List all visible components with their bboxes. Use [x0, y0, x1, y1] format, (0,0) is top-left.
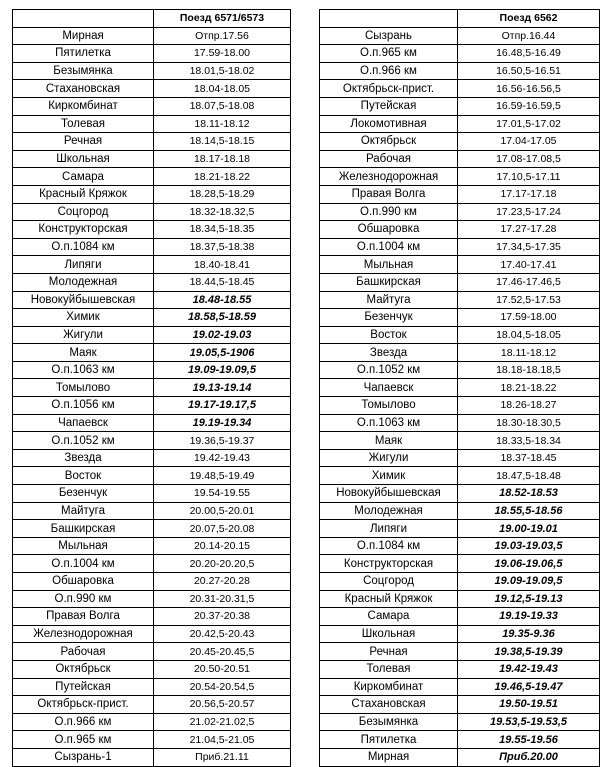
table-row	[13, 748, 291, 766]
stop-time: 19.17-19.17,5	[154, 397, 291, 415]
station-name: Обшаровка	[13, 573, 154, 591]
stop-time: 18.47,5-18.48	[458, 467, 600, 485]
stop-time: 19.09-19.09,5	[154, 361, 291, 379]
station-name: Башкирская	[13, 520, 154, 538]
stop-time: 19.42-19.43	[458, 660, 600, 678]
stop-time: 21.02-21.02,5	[154, 713, 291, 731]
table-row	[320, 678, 600, 696]
stop-time: 19.50-19.51	[458, 696, 600, 714]
stop-time: Приб.21.11	[154, 748, 291, 766]
stop-time: 18.28,5-18.29	[154, 185, 291, 203]
station-name: Химик	[13, 309, 154, 327]
stop-time: 19.19-19.34	[154, 414, 291, 432]
table-row	[320, 168, 600, 186]
table-row	[13, 731, 291, 749]
station-name: Школьная	[13, 150, 154, 168]
stop-time: 20.37-20.38	[154, 608, 291, 626]
table-row	[13, 133, 291, 151]
station-name: Локомотивная	[320, 115, 458, 133]
table-row	[13, 238, 291, 256]
table-row	[13, 291, 291, 309]
table-row	[13, 326, 291, 344]
table-row	[13, 27, 291, 45]
station-name: Новокуйбышевская	[320, 485, 458, 503]
station-name: О.п.1084 км	[13, 238, 154, 256]
table-row	[320, 379, 600, 397]
stop-time: 18.52-18.53	[458, 485, 600, 503]
station-name: Безенчук	[320, 309, 458, 327]
table-row	[320, 573, 600, 591]
table-row	[320, 485, 600, 503]
table-row	[320, 660, 600, 678]
table-row	[320, 62, 600, 80]
table-row	[320, 97, 600, 115]
table-row	[13, 590, 291, 608]
train-header: Поезд 6571/6573	[154, 10, 291, 28]
table-row	[320, 502, 600, 520]
stop-time: 18.44,5-18.45	[154, 273, 291, 291]
stop-time: 18.04,5-18.05	[458, 326, 600, 344]
station-name: Мирная	[13, 27, 154, 45]
station-name: Киркомбинат	[13, 97, 154, 115]
station-name: Рабочая	[320, 150, 458, 168]
stop-time: Отпр.17.56	[154, 27, 291, 45]
table-row	[320, 608, 600, 626]
station-name: Липяги	[13, 256, 154, 274]
table-row	[320, 449, 600, 467]
station-name: Толевая	[13, 115, 154, 133]
table-row	[320, 238, 600, 256]
station-name: О.п.966 км	[320, 62, 458, 80]
table-row	[320, 432, 600, 450]
stop-time: 19.09-19.09,5	[458, 573, 600, 591]
stop-time: 18.17-18.18	[154, 150, 291, 168]
stop-time: 17.59-18.00	[154, 45, 291, 63]
table-row	[13, 150, 291, 168]
station-name: О.п.966 км	[13, 713, 154, 731]
station-name: Чапаевск	[320, 379, 458, 397]
table-row	[13, 344, 291, 362]
station-name: О.п.1052 км	[13, 432, 154, 450]
stop-time: 20.14-20.15	[154, 537, 291, 555]
station-name: Мыльная	[13, 537, 154, 555]
station-name: Мирная	[320, 748, 458, 766]
stop-time: 17.23,5-17.24	[458, 203, 600, 221]
station-header	[320, 10, 458, 28]
station-name: О.п.1084 км	[320, 537, 458, 555]
stop-time: 20.27-20.28	[154, 573, 291, 591]
stop-time: 18.18-18.18,5	[458, 361, 600, 379]
station-name: О.п.965 км	[320, 45, 458, 63]
station-name: Красный Кряжок	[13, 185, 154, 203]
stop-time: 18.21-18.22	[154, 168, 291, 186]
station-name: О.п.1063 км	[320, 414, 458, 432]
station-name: Башкирская	[320, 273, 458, 291]
station-name: Пятилетка	[320, 731, 458, 749]
station-name: Рабочая	[13, 643, 154, 661]
station-name: Безымянка	[13, 62, 154, 80]
stop-time: 20.07,5-20.08	[154, 520, 291, 538]
stop-time: 16.50,5-16.51	[458, 62, 600, 80]
station-name: Красный Кряжок	[320, 590, 458, 608]
stop-time: 17.46-17.46,5	[458, 273, 600, 291]
table-row	[13, 379, 291, 397]
station-name: Октябрьск	[13, 660, 154, 678]
table-row	[320, 45, 600, 63]
station-name: Безенчук	[13, 485, 154, 503]
station-name: О.п.1052 км	[320, 361, 458, 379]
stop-time: 17.04-17.05	[458, 133, 600, 151]
table-row	[320, 256, 600, 274]
table-row	[320, 713, 600, 731]
table-row	[13, 573, 291, 591]
table-row	[13, 713, 291, 731]
table-row	[320, 185, 600, 203]
station-header	[13, 10, 154, 28]
stop-time: 18.32-18.32,5	[154, 203, 291, 221]
stop-time: 18.37,5-18.38	[154, 238, 291, 256]
table-row	[320, 221, 600, 239]
table-row	[320, 361, 600, 379]
stop-time: 19.03-19.03,5	[458, 537, 600, 555]
station-name: Восток	[320, 326, 458, 344]
stop-time: 19.42-19.43	[154, 449, 291, 467]
table-row	[13, 361, 291, 379]
stop-time: 19.00-19.01	[458, 520, 600, 538]
table-row	[13, 309, 291, 327]
table-row	[320, 150, 600, 168]
stop-time: 18.30-18.30,5	[458, 414, 600, 432]
station-name: Майтуга	[320, 291, 458, 309]
table-row	[13, 502, 291, 520]
table-row	[13, 678, 291, 696]
table-row	[320, 555, 600, 573]
table-row	[320, 696, 600, 714]
table-row	[320, 291, 600, 309]
table-row	[13, 625, 291, 643]
table-row	[13, 696, 291, 714]
stop-time: 19.38,5-19.39	[458, 643, 600, 661]
station-name: Соцгород	[13, 203, 154, 221]
station-name: О.п.990 км	[320, 203, 458, 221]
station-name: Новокуйбышевская	[13, 291, 154, 309]
stop-time: 20.54-20.54,5	[154, 678, 291, 696]
station-name: Мыльная	[320, 256, 458, 274]
table-row	[13, 273, 291, 291]
station-name: Химик	[320, 467, 458, 485]
table-row	[13, 414, 291, 432]
table-row	[320, 27, 600, 45]
station-name: Стахановская	[13, 80, 154, 98]
stop-time: 21.04,5-21.05	[154, 731, 291, 749]
stop-time: 18.34,5-18.35	[154, 221, 291, 239]
header-row	[13, 10, 291, 28]
timetable-left-body	[13, 10, 291, 767]
stop-time: 17.59-18.00	[458, 309, 600, 327]
table-row	[13, 520, 291, 538]
stop-time: 17.52,5-17.53	[458, 291, 600, 309]
stop-time: 16.48,5-16.49	[458, 45, 600, 63]
table-row	[13, 555, 291, 573]
station-name: Самара	[320, 608, 458, 626]
table-row	[13, 45, 291, 63]
stop-time: 18.37-18.45	[458, 449, 600, 467]
stop-time: 18.55,5-18.56	[458, 502, 600, 520]
station-name: Самара	[13, 168, 154, 186]
station-name: О.п.1056 км	[13, 397, 154, 415]
stop-time: 17.10,5-17.11	[458, 168, 600, 186]
station-name: Маяк	[13, 344, 154, 362]
table-row	[13, 185, 291, 203]
station-name: Конструкторская	[13, 221, 154, 239]
table-row	[13, 485, 291, 503]
table-row	[320, 625, 600, 643]
station-name: Липяги	[320, 520, 458, 538]
station-name: Чапаевск	[13, 414, 154, 432]
table-row	[320, 273, 600, 291]
table-row	[320, 133, 600, 151]
stop-time: 17.08-17.08,5	[458, 150, 600, 168]
station-name: Речная	[320, 643, 458, 661]
stop-time: Приб.20.00	[458, 748, 600, 766]
station-name: Школьная	[320, 625, 458, 643]
station-name: Обшаровка	[320, 221, 458, 239]
stop-time: 19.02-19.03	[154, 326, 291, 344]
stop-time: 20.50-20.51	[154, 660, 291, 678]
stop-time: 18.21-18.22	[458, 379, 600, 397]
stop-time: 19.54-19.55	[154, 485, 291, 503]
table-row	[13, 256, 291, 274]
stop-time: 16.56-16.56,5	[458, 80, 600, 98]
stop-time: 20.42,5-20.43	[154, 625, 291, 643]
stop-time: 19.48,5-19.49	[154, 467, 291, 485]
table-row	[320, 203, 600, 221]
stop-time: 18.14,5-18.15	[154, 133, 291, 151]
stop-time: 19.55-19.56	[458, 731, 600, 749]
station-name: Правая Волга	[320, 185, 458, 203]
stop-time: 19.46,5-19.47	[458, 678, 600, 696]
table-row	[320, 397, 600, 415]
stop-time: 19.13-19.14	[154, 379, 291, 397]
stop-time: 18.07,5-18.08	[154, 97, 291, 115]
stop-time: 18.11-18.12	[458, 344, 600, 362]
stop-time: 17.27-17.28	[458, 221, 600, 239]
table-row	[320, 590, 600, 608]
table-row	[13, 203, 291, 221]
table-row	[320, 414, 600, 432]
station-name: Пятилетка	[13, 45, 154, 63]
station-name: Октябрьск-прист.	[320, 80, 458, 98]
table-row	[13, 168, 291, 186]
station-name: Сызрань	[320, 27, 458, 45]
station-name: О.п.1004 км	[320, 238, 458, 256]
station-name: Октябрьск	[320, 133, 458, 151]
station-name: Железнодорожная	[320, 168, 458, 186]
table-row	[13, 80, 291, 98]
stop-time: 16.59-16.59,5	[458, 97, 600, 115]
station-name: Звезда	[320, 344, 458, 362]
stop-time: 18.48-18.55	[154, 291, 291, 309]
stop-time: 18.58,5-18.59	[154, 309, 291, 327]
stop-time: 19.53,5-19.53,5	[458, 713, 600, 731]
table-row	[13, 449, 291, 467]
stop-time: 20.31-20.31,5	[154, 590, 291, 608]
timetable-right-body	[320, 10, 600, 767]
table-row	[320, 520, 600, 538]
station-name: Киркомбинат	[320, 678, 458, 696]
train-header: Поезд 6562	[458, 10, 600, 28]
table-row	[13, 643, 291, 661]
station-name: Конструкторская	[320, 555, 458, 573]
station-name: Сызрань-1	[13, 748, 154, 766]
station-name: Октябрьск-прист.	[13, 696, 154, 714]
stop-time: 19.05,5-1906	[154, 344, 291, 362]
station-name: Майтуга	[13, 502, 154, 520]
stop-time: 19.12,5-19.13	[458, 590, 600, 608]
station-name: О.п.965 км	[13, 731, 154, 749]
station-name: О.п.1004 км	[13, 555, 154, 573]
table-row	[13, 467, 291, 485]
stop-time: 17.40-17.41	[458, 256, 600, 274]
header-row	[320, 10, 600, 28]
station-name: Соцгород	[320, 573, 458, 591]
station-name: Томылово	[320, 397, 458, 415]
station-name: Восток	[13, 467, 154, 485]
table-row	[320, 643, 600, 661]
stop-time: 20.56,5-20.57	[154, 696, 291, 714]
stop-time: 19.19-19.33	[458, 608, 600, 626]
table-row	[320, 537, 600, 555]
station-name: Железнодорожная	[13, 625, 154, 643]
table-row	[13, 97, 291, 115]
table-row	[320, 748, 600, 766]
timetable-right	[319, 9, 600, 767]
stop-time: 18.33,5-18.34	[458, 432, 600, 450]
table-row	[320, 326, 600, 344]
station-name: Томылово	[13, 379, 154, 397]
station-name: Путейская	[320, 97, 458, 115]
table-row	[13, 432, 291, 450]
table-row	[320, 731, 600, 749]
stop-time: Отпр.16.44	[458, 27, 600, 45]
stop-time: 18.01,5-18.02	[154, 62, 291, 80]
table-row	[13, 397, 291, 415]
table-row	[13, 221, 291, 239]
station-name: Жигули	[320, 449, 458, 467]
station-name: Молодежная	[13, 273, 154, 291]
station-name: О.п.990 км	[13, 590, 154, 608]
table-row	[320, 80, 600, 98]
table-row	[320, 309, 600, 327]
stop-time: 20.20-20.20,5	[154, 555, 291, 573]
table-row	[320, 344, 600, 362]
timetable-left	[12, 9, 291, 767]
station-name: Маяк	[320, 432, 458, 450]
station-name: Путейская	[13, 678, 154, 696]
stop-time: 17.01,5-17.02	[458, 115, 600, 133]
table-row	[13, 608, 291, 626]
stop-time: 19.36,5-19.37	[154, 432, 291, 450]
station-name: Толевая	[320, 660, 458, 678]
table-row	[320, 115, 600, 133]
table-row	[13, 537, 291, 555]
stop-time: 18.04-18.05	[154, 80, 291, 98]
table-row	[13, 62, 291, 80]
station-name: Стахановская	[320, 696, 458, 714]
station-name: Правая Волга	[13, 608, 154, 626]
station-name: Молодежная	[320, 502, 458, 520]
stop-time: 19.06-19.06,5	[458, 555, 600, 573]
table-row	[13, 660, 291, 678]
stop-time: 18.40-18.41	[154, 256, 291, 274]
station-name: Звезда	[13, 449, 154, 467]
station-name: Речная	[13, 133, 154, 151]
stop-time: 18.26-18.27	[458, 397, 600, 415]
station-name: Безымянка	[320, 713, 458, 731]
table-row	[320, 467, 600, 485]
stop-time: 17.17-17.18	[458, 185, 600, 203]
station-name: О.п.1063 км	[13, 361, 154, 379]
stop-time: 17.34,5-17.35	[458, 238, 600, 256]
station-name: Жигули	[13, 326, 154, 344]
stop-time: 19.35-9.36	[458, 625, 600, 643]
stop-time: 20.00,5-20.01	[154, 502, 291, 520]
stop-time: 18.11-18.12	[154, 115, 291, 133]
table-row	[13, 115, 291, 133]
stop-time: 20.45-20.45,5	[154, 643, 291, 661]
